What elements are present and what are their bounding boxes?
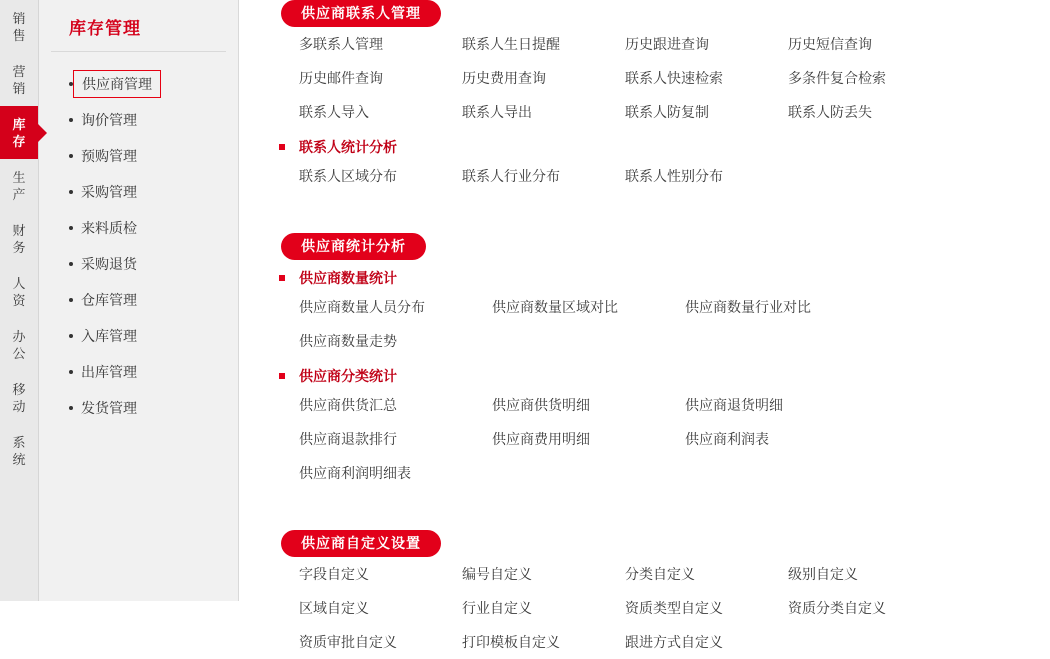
bullet-icon: [69, 334, 73, 338]
rail-item-office-line1: 办: [12, 328, 26, 344]
module-rail: [0, 0, 39, 601]
rail-item-sales-line1: 销: [12, 10, 26, 26]
menu-item-region-custom[interactable]: 区域自定义: [299, 600, 369, 616]
menu-item-qualification-approval-custom[interactable]: 资质审批自定义: [299, 634, 397, 650]
sidebar-item-label: 询价管理: [81, 112, 137, 128]
sidebar-item-label: 采购退货: [81, 256, 137, 272]
sidebar-item-preorder-management[interactable]: [39, 138, 238, 174]
menu-item-category-custom[interactable]: 分类自定义: [625, 566, 695, 582]
subsection-contact-statistics-items: [275, 159, 1050, 193]
bullet-icon: [69, 370, 73, 374]
menu-item-history-sms[interactable]: 历史短信查询: [788, 36, 872, 52]
menu-item-industry-custom[interactable]: 行业自定义: [462, 600, 532, 616]
rail-item-hr-line1: 人: [12, 275, 26, 291]
section-spacer: [275, 199, 1050, 233]
rail-item-sales[interactable]: [0, 0, 38, 53]
menu-item-history-email[interactable]: 历史邮件查询: [299, 70, 383, 86]
section-contact-management-header: [275, 0, 1050, 27]
menu-item-level-custom[interactable]: 级别自定义: [788, 566, 858, 582]
rail-item-marketing-line1: 营: [12, 63, 26, 79]
menu-item-supply-detail[interactable]: 供应商供货明细: [492, 397, 590, 413]
bullet-icon: [69, 406, 73, 410]
rail-item-hr[interactable]: [0, 265, 38, 318]
square-bullet-icon: [279, 373, 285, 379]
menu-item-supplier-count-by-staff[interactable]: 供应商数量人员分布: [299, 299, 425, 315]
section-supplier-statistics-header: [275, 233, 1050, 260]
menu-item-number-custom[interactable]: 编号自定义: [462, 566, 532, 582]
menu-item-supplier-count-trend[interactable]: 供应商数量走势: [299, 333, 397, 349]
section-title-badge: 供应商自定义设置: [281, 530, 441, 557]
menu-item-profit-detail-statement[interactable]: 供应商利润明细表: [299, 465, 411, 481]
menu-item-print-template-custom[interactable]: 打印模板自定义: [462, 634, 560, 650]
subsection-supplier-category-items: [275, 388, 1050, 490]
menu-item-contact-gender-distribution[interactable]: 联系人性别分布: [625, 168, 723, 184]
menu-item-anti-loss[interactable]: 联系人防丢失: [788, 104, 872, 120]
bullet-icon: [69, 118, 73, 122]
sidebar-item-label: 采购管理: [81, 184, 137, 200]
bullet-icon: [69, 226, 73, 230]
subsection-supplier-count-title: [275, 268, 1050, 288]
sidebar-list: [39, 66, 238, 426]
rail-item-mobile[interactable]: [0, 371, 38, 424]
sidebar-title: 库存管理: [69, 19, 141, 38]
rail-item-system[interactable]: [0, 424, 38, 477]
section-title-badge: 供应商联系人管理: [281, 0, 441, 27]
square-bullet-icon: [279, 144, 285, 150]
sidebar-item-label: 出库管理: [81, 364, 137, 380]
rail-item-finance-line2: 务: [12, 239, 26, 255]
bullet-icon: [69, 262, 73, 266]
sidebar-item-label: 发货管理: [81, 400, 137, 416]
rail-item-marketing[interactable]: [0, 53, 38, 106]
subsection-title-label: 供应商数量统计: [299, 270, 397, 286]
menu-item-contact-industry-distribution[interactable]: 联系人行业分布: [462, 168, 560, 184]
sidebar-item-outbound-management[interactable]: [39, 354, 238, 390]
rail-item-finance-line1: 财: [12, 222, 26, 238]
rail-item-production-line2: 产: [12, 186, 26, 202]
sidebar-divider: [51, 51, 226, 52]
rail-item-production[interactable]: [0, 159, 38, 212]
menu-item-contact-region-distribution[interactable]: 联系人区域分布: [299, 168, 397, 184]
section-supplier-custom-settings-header: [275, 530, 1050, 557]
sidebar-item-warehouse-management[interactable]: [39, 282, 238, 318]
menu-item-return-detail[interactable]: 供应商退货明细: [685, 397, 783, 413]
bullet-icon: [69, 298, 73, 302]
rail-item-system-line2: 统: [12, 451, 26, 467]
menu-item-supply-summary[interactable]: 供应商供货汇总: [299, 397, 397, 413]
rail-item-marketing-line2: 销: [12, 80, 26, 96]
menu-item-contact-import[interactable]: 联系人导入: [299, 104, 369, 120]
square-bullet-icon: [279, 275, 285, 281]
sidebar-item-purchase-return[interactable]: [39, 246, 238, 282]
sidebar-item-label: 仓库管理: [81, 292, 137, 308]
subsection-supplier-category-title: [275, 366, 1050, 386]
menu-item-birthday-reminder[interactable]: 联系人生日提醒: [462, 36, 560, 52]
subsection-contact-statistics-title: [275, 137, 1050, 157]
menu-item-multi-contact[interactable]: 多联系人管理: [299, 36, 383, 52]
menu-item-field-custom[interactable]: 字段自定义: [299, 566, 369, 582]
sidebar: [39, 0, 239, 601]
section-spacer: [275, 496, 1050, 530]
rail-item-inventory-line1: 库: [12, 116, 26, 132]
bullet-icon: [69, 82, 73, 86]
bullet-icon: [69, 154, 73, 158]
subsection-title-label: 供应商分类统计: [299, 368, 397, 384]
menu-item-expense-detail[interactable]: 供应商费用明细: [492, 431, 590, 447]
section-supplier-custom-settings-items: [275, 557, 1050, 659]
sidebar-item-inbound-management[interactable]: [39, 318, 238, 354]
sidebar-item-inquiry-management[interactable]: [39, 102, 238, 138]
main-content: [239, 0, 1050, 650]
sidebar-item-incoming-inspection[interactable]: [39, 210, 238, 246]
menu-item-refund-ranking[interactable]: 供应商退款排行: [299, 431, 397, 447]
menu-item-anti-copy[interactable]: 联系人防复制: [625, 104, 709, 120]
sidebar-item-label: 来料质检: [81, 220, 137, 236]
section-supplier-custom-settings: [275, 530, 1050, 659]
rail-item-sales-line2: 售: [12, 27, 26, 43]
subsection-title-label: 联系人统计分析: [299, 139, 397, 155]
menu-item-profit-statement[interactable]: 供应商利润表: [685, 431, 769, 447]
menu-item-supplier-count-by-industry[interactable]: 供应商数量行业对比: [685, 299, 811, 315]
menu-item-history-followup[interactable]: 历史跟进查询: [625, 36, 709, 52]
sidebar-item-label: 入库管理: [81, 328, 137, 344]
menu-item-contact-export[interactable]: 联系人导出: [462, 104, 532, 120]
rail-item-finance[interactable]: [0, 212, 38, 265]
rail-item-office[interactable]: [0, 318, 38, 371]
section-supplier-statistics: [275, 233, 1050, 490]
section-contact-management: [275, 0, 1050, 193]
section-title-badge: 供应商统计分析: [281, 233, 426, 260]
sidebar-item-purchase-management[interactable]: [39, 174, 238, 210]
sidebar-item-label: 供应商管理: [73, 70, 161, 98]
rail-item-production-line1: 生: [12, 169, 26, 185]
rail-item-inventory-line2: 存: [12, 133, 26, 149]
rail-item-system-line1: 系: [12, 434, 26, 450]
bullet-icon: [69, 190, 73, 194]
menu-item-multi-condition-search[interactable]: 多条件复合检索: [788, 70, 886, 86]
menu-item-qualification-type-custom[interactable]: 资质类型自定义: [625, 600, 723, 616]
subsection-supplier-count-items: [275, 290, 1050, 358]
section-contact-management-items: [275, 27, 1050, 129]
sidebar-item-label: 预购管理: [81, 148, 137, 164]
menu-item-followup-method-custom[interactable]: 跟进方式自定义: [625, 634, 723, 650]
menu-item-history-expense[interactable]: 历史费用查询: [462, 70, 546, 86]
rail-item-office-line2: 公: [12, 345, 26, 361]
rail-item-hr-line2: 资: [12, 292, 26, 308]
sidebar-item-supplier-management[interactable]: [39, 66, 238, 102]
rail-item-mobile-line1: 移: [12, 381, 26, 397]
sidebar-item-shipping-management[interactable]: [39, 390, 238, 426]
menu-item-supplier-count-by-region[interactable]: 供应商数量区域对比: [492, 299, 618, 315]
menu-item-quick-search[interactable]: 联系人快速检索: [625, 70, 723, 86]
rail-item-mobile-line2: 动: [12, 398, 26, 414]
menu-item-qualification-category-custom[interactable]: 资质分类自定义: [788, 600, 886, 616]
rail-item-inventory[interactable]: [0, 106, 38, 159]
